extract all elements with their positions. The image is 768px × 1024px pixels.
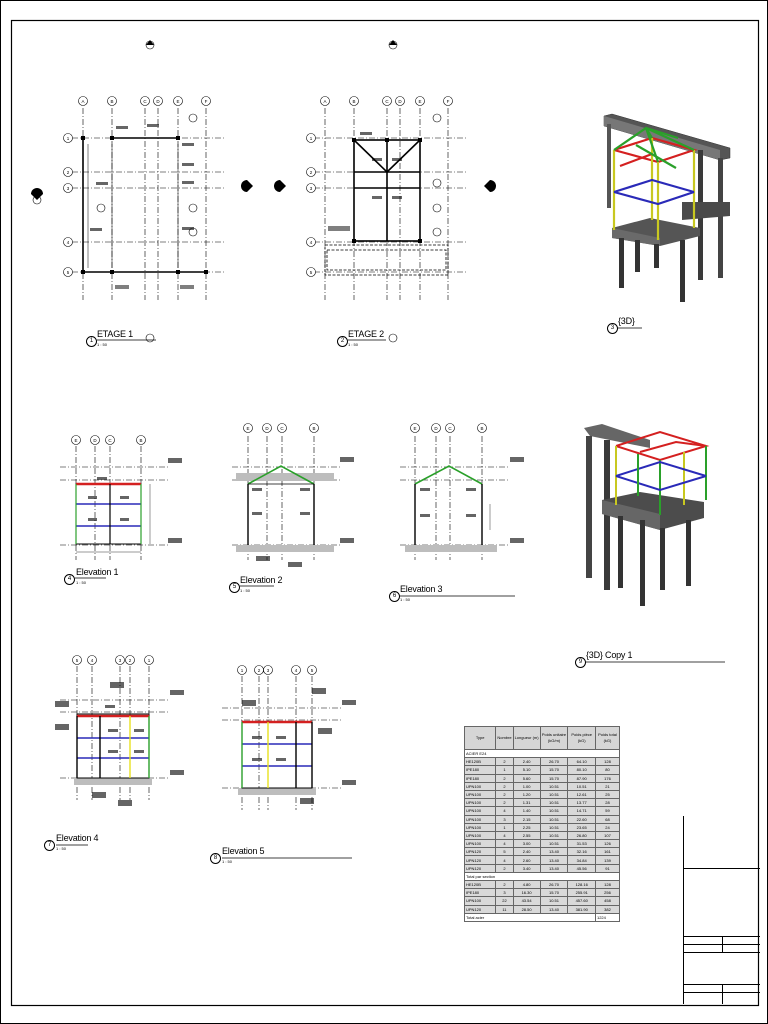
table-row — [465, 815, 620, 823]
table-cell: UPN100 — [465, 840, 496, 848]
table-cell: 10.51 — [568, 782, 596, 790]
table-row — [465, 856, 620, 864]
table-cell: UPN100 — [465, 790, 496, 798]
table-cell: 15.70 — [540, 774, 568, 782]
north-arrow-icon — [146, 40, 154, 49]
table-row — [465, 864, 620, 872]
view-number: 2 — [337, 336, 348, 347]
view-scale: 1 : 50 — [240, 588, 251, 593]
table-group-label: ACIER E24 — [465, 750, 620, 758]
view-number: 8 — [210, 853, 221, 864]
view-title-3d: {3D} — [618, 316, 635, 326]
table-cell: 2 — [496, 864, 513, 872]
table-cell: UPN100 — [465, 799, 496, 807]
table-cell: 10.51 — [540, 840, 568, 848]
table-cell: 176 — [595, 774, 619, 782]
table-cell: 10.51 — [540, 799, 568, 807]
table-row — [465, 782, 620, 790]
schedule-header-cell: Longueur (m) — [513, 727, 540, 750]
svg-text:2: 2 — [66, 170, 70, 175]
table-cell: 5.60 — [513, 774, 540, 782]
elevation-marker-icon — [433, 114, 441, 236]
title-block — [683, 816, 760, 1004]
table-cell: 457.60 — [568, 897, 596, 905]
view-title-etage-1: ETAGE 1 — [97, 329, 133, 339]
table-cell: 12.61 — [568, 790, 596, 798]
table-cell: 22.60 — [568, 815, 596, 823]
table-cell: 1.31 — [513, 799, 540, 807]
table-cell: 45.56 — [568, 864, 596, 872]
view-number: 9 — [575, 657, 586, 668]
view-number: 4 — [64, 574, 75, 585]
svg-text:2: 2 — [309, 170, 313, 175]
table-row — [465, 758, 620, 766]
view-number: 6 — [389, 591, 400, 602]
table-cell: 32.16 — [568, 848, 596, 856]
table-cell: 2 — [496, 790, 513, 798]
svg-text:F: F — [446, 99, 450, 104]
table-cell: IPE180 — [465, 889, 496, 897]
table-cell: UPN120 — [465, 856, 496, 864]
svg-text:3: 3 — [66, 186, 70, 191]
view-title-3d-copy: {3D} Copy 1 — [586, 650, 633, 660]
table-cell: 14.71 — [568, 807, 596, 815]
table-group-row — [465, 872, 620, 880]
table-cell: 107 — [595, 831, 619, 839]
table-cell: 10.51 — [540, 815, 568, 823]
svg-text:C: C — [385, 99, 389, 104]
table-cell: IPE180 — [465, 774, 496, 782]
view-title-elevation-3: Elevation 3 — [400, 584, 443, 594]
table-cell: 10.51 — [540, 790, 568, 798]
table-cell: HE120B — [465, 881, 496, 889]
table-cell: 2.15 — [513, 815, 540, 823]
table-cell: 2.40 — [513, 758, 540, 766]
svg-text:3: 3 — [266, 668, 270, 673]
table-cell: 2.60 — [513, 856, 540, 864]
table-cell: UPN120 — [465, 905, 496, 913]
north-arrow-icon — [389, 40, 397, 49]
table-cell: 2 — [496, 881, 513, 889]
svg-text:D: D — [434, 426, 438, 431]
section-marker-icon — [31, 180, 253, 204]
table-cell: 458 — [595, 897, 619, 905]
svg-text:C: C — [108, 438, 112, 443]
table-cell: UPN100 — [465, 782, 496, 790]
table-cell: 34.84 — [568, 856, 596, 864]
table-total-row — [465, 913, 620, 921]
elevation-3 — [400, 424, 524, 561]
table-cell: 43.54 — [513, 897, 540, 905]
table-cell: 256 — [595, 889, 619, 897]
table-row — [465, 848, 620, 856]
view-number: 5 — [229, 582, 240, 593]
table-cell: 4 — [496, 807, 513, 815]
table-cell: 10.51 — [540, 782, 568, 790]
table-group-row — [465, 750, 620, 758]
grand-total-label: Total acier — [465, 913, 596, 921]
table-cell: 13.77 — [568, 799, 596, 807]
table-cell: 3.40 — [513, 864, 540, 872]
table-cell: 4 — [496, 856, 513, 864]
schedule-header-cell: Type — [465, 727, 496, 750]
table-cell: 87.90 — [568, 774, 596, 782]
table-cell: 31.53 — [568, 840, 596, 848]
plan-etage-1 — [31, 40, 253, 300]
table-cell: 24 — [595, 823, 619, 831]
svg-text:5: 5 — [309, 270, 313, 275]
table-cell: 3 — [496, 815, 513, 823]
svg-text:E: E — [418, 99, 422, 104]
table-cell: IPE180 — [465, 766, 496, 774]
elevation-1 — [60, 436, 182, 561]
table-cell: 59 — [595, 807, 619, 815]
steel-schedule-table — [464, 726, 620, 922]
table-group-label: Total par section — [465, 872, 620, 880]
table-cell: 128 — [595, 881, 619, 889]
table-row — [465, 807, 620, 815]
table-cell: 28 — [595, 799, 619, 807]
table-cell: 91 — [595, 864, 619, 872]
elevation-5 — [222, 666, 356, 811]
svg-text:A: A — [323, 99, 327, 104]
table-row — [465, 889, 620, 897]
table-cell: 1.20 — [513, 790, 540, 798]
table-cell: 28.50 — [513, 905, 540, 913]
table-cell: 5.10 — [513, 766, 540, 774]
elevation-2 — [232, 424, 354, 568]
table-cell: 5 — [496, 848, 513, 856]
table-cell: 26.70 — [540, 758, 568, 766]
table-cell: UPN120 — [465, 864, 496, 872]
table-row — [465, 790, 620, 798]
table-cell: 161 — [595, 848, 619, 856]
svg-text:4: 4 — [294, 668, 298, 673]
table-row — [465, 823, 620, 831]
svg-text:F: F — [204, 99, 208, 104]
svg-text:5: 5 — [66, 270, 70, 275]
svg-text:D: D — [156, 99, 160, 104]
table-cell: UPN100 — [465, 807, 496, 815]
svg-text:1: 1 — [147, 658, 151, 663]
table-cell: 80.10 — [568, 766, 596, 774]
elevation-4 — [55, 656, 184, 807]
view-number: 3 — [607, 323, 618, 334]
table-cell: 10.51 — [540, 823, 568, 831]
table-cell: 2.25 — [513, 823, 540, 831]
title-block-divider — [684, 868, 760, 869]
table-cell: 10.51 — [540, 897, 568, 905]
table-cell: 139 — [595, 856, 619, 864]
svg-text:2: 2 — [257, 668, 261, 673]
svg-text:B: B — [312, 426, 316, 431]
table-row — [465, 905, 620, 913]
table-cell: UPN120 — [465, 848, 496, 856]
svg-text:4: 4 — [66, 240, 70, 245]
table-cell: 4.80 — [513, 881, 540, 889]
table-cell: 80 — [595, 766, 619, 774]
table-cell: 4 — [496, 831, 513, 839]
3d-view-structure — [604, 114, 730, 302]
view-title-elevation-1: Elevation 1 — [76, 567, 119, 577]
view-scale: 1 : 50 — [400, 597, 411, 602]
table-cell: 2.55 — [513, 831, 540, 839]
table-row — [465, 897, 620, 905]
table-cell: HE120B — [465, 758, 496, 766]
table-cell: 23.65 — [568, 823, 596, 831]
grand-total-value: 1224 — [595, 913, 619, 921]
table-cell: 13.40 — [540, 856, 568, 864]
table-cell: 255.91 — [568, 889, 596, 897]
svg-text:D: D — [93, 438, 97, 443]
table-cell: 13.40 — [540, 848, 568, 856]
table-cell: 10.51 — [540, 831, 568, 839]
table-cell: UPN100 — [465, 831, 496, 839]
svg-text:D: D — [265, 426, 269, 431]
svg-text:B: B — [110, 99, 114, 104]
svg-text:3: 3 — [118, 658, 122, 663]
view-title-etage-2: ETAGE 2 — [348, 329, 384, 339]
svg-text:5: 5 — [310, 668, 314, 673]
3d-view-structure-copy — [584, 424, 706, 606]
table-cell: UPN100 — [465, 815, 496, 823]
table-cell: 1 — [496, 823, 513, 831]
svg-text:D: D — [398, 99, 402, 104]
table-cell: 4 — [496, 840, 513, 848]
table-cell: 1.00 — [513, 782, 540, 790]
table-cell: 1 — [496, 766, 513, 774]
schedule-header-cell: Poids pièce (kG) — [568, 727, 596, 750]
grid-label: A — [81, 99, 85, 104]
view-number: 7 — [44, 840, 55, 851]
table-cell: 10.51 — [540, 807, 568, 815]
svg-text:4: 4 — [90, 658, 94, 663]
table-cell: 68 — [595, 815, 619, 823]
schedule-header-cell: Nombre — [496, 727, 513, 750]
table-cell: UPN100 — [465, 897, 496, 905]
view-scale: 1 : 50 — [56, 846, 67, 851]
svg-text:5: 5 — [75, 658, 79, 663]
svg-text:B: B — [480, 426, 484, 431]
svg-text:E: E — [413, 426, 417, 431]
view-scale: 1 : 50 — [76, 580, 87, 585]
schedule-header-cell: Poids total (kG) — [595, 727, 619, 750]
svg-text:E: E — [176, 99, 180, 104]
table-cell: 2.40 — [513, 848, 540, 856]
view-scale: 1 : 50 — [348, 342, 359, 347]
table-cell: 3 — [496, 889, 513, 897]
table-cell: 1.40 — [513, 807, 540, 815]
plan-etage-2 — [274, 40, 496, 300]
view-title-elevation-2: Elevation 2 — [240, 575, 283, 585]
table-cell: 13.40 — [540, 864, 568, 872]
table-cell: 381.90 — [568, 905, 596, 913]
table-cell: 25 — [595, 790, 619, 798]
table-cell: 2 — [496, 758, 513, 766]
svg-text:B: B — [139, 438, 143, 443]
table-row — [465, 766, 620, 774]
table-row — [465, 774, 620, 782]
table-cell: 16.30 — [513, 889, 540, 897]
table-cell: 21 — [595, 782, 619, 790]
table-cell: 128 — [595, 758, 619, 766]
table-row — [465, 881, 620, 889]
table-cell: 2 — [496, 799, 513, 807]
table-cell: 22 — [496, 897, 513, 905]
schedule-header-cell: Poids unitaire (kG/m) — [540, 727, 568, 750]
table-cell: 382 — [595, 905, 619, 913]
table-cell: 26.70 — [540, 881, 568, 889]
svg-text:2: 2 — [128, 658, 132, 663]
table-cell: 64.10 — [568, 758, 596, 766]
table-cell: 26.80 — [568, 831, 596, 839]
table-cell: 13.40 — [540, 905, 568, 913]
view-scale: 1 : 50 — [97, 342, 108, 347]
table-row — [465, 831, 620, 839]
svg-text:3: 3 — [309, 186, 313, 191]
view-number: 1 — [86, 336, 97, 347]
svg-text:B: B — [352, 99, 356, 104]
table-cell: 15.70 — [540, 889, 568, 897]
schedule-header-row — [465, 727, 620, 750]
svg-text:1: 1 — [240, 668, 244, 673]
svg-text:C: C — [448, 426, 452, 431]
svg-text:C: C — [143, 99, 147, 104]
table-cell: 11 — [496, 905, 513, 913]
svg-text:4: 4 — [309, 240, 313, 245]
table-cell: UPN100 — [465, 823, 496, 831]
table-cell: 2 — [496, 774, 513, 782]
table-cell: 126 — [595, 840, 619, 848]
view-title-elevation-5: Elevation 5 — [222, 846, 265, 856]
table-cell: 128.16 — [568, 881, 596, 889]
svg-text:1: 1 — [309, 136, 313, 141]
svg-text:E: E — [246, 426, 250, 431]
svg-text:C: C — [280, 426, 284, 431]
svg-text:E: E — [74, 438, 78, 443]
table-cell: 3.00 — [513, 840, 540, 848]
table-cell: 15.70 — [540, 766, 568, 774]
table-cell: 2 — [496, 782, 513, 790]
view-title-elevation-4: Elevation 4 — [56, 833, 99, 843]
table-row — [465, 840, 620, 848]
svg-text:1: 1 — [66, 136, 70, 141]
view-scale: 1 : 50 — [222, 859, 233, 864]
table-row — [465, 799, 620, 807]
